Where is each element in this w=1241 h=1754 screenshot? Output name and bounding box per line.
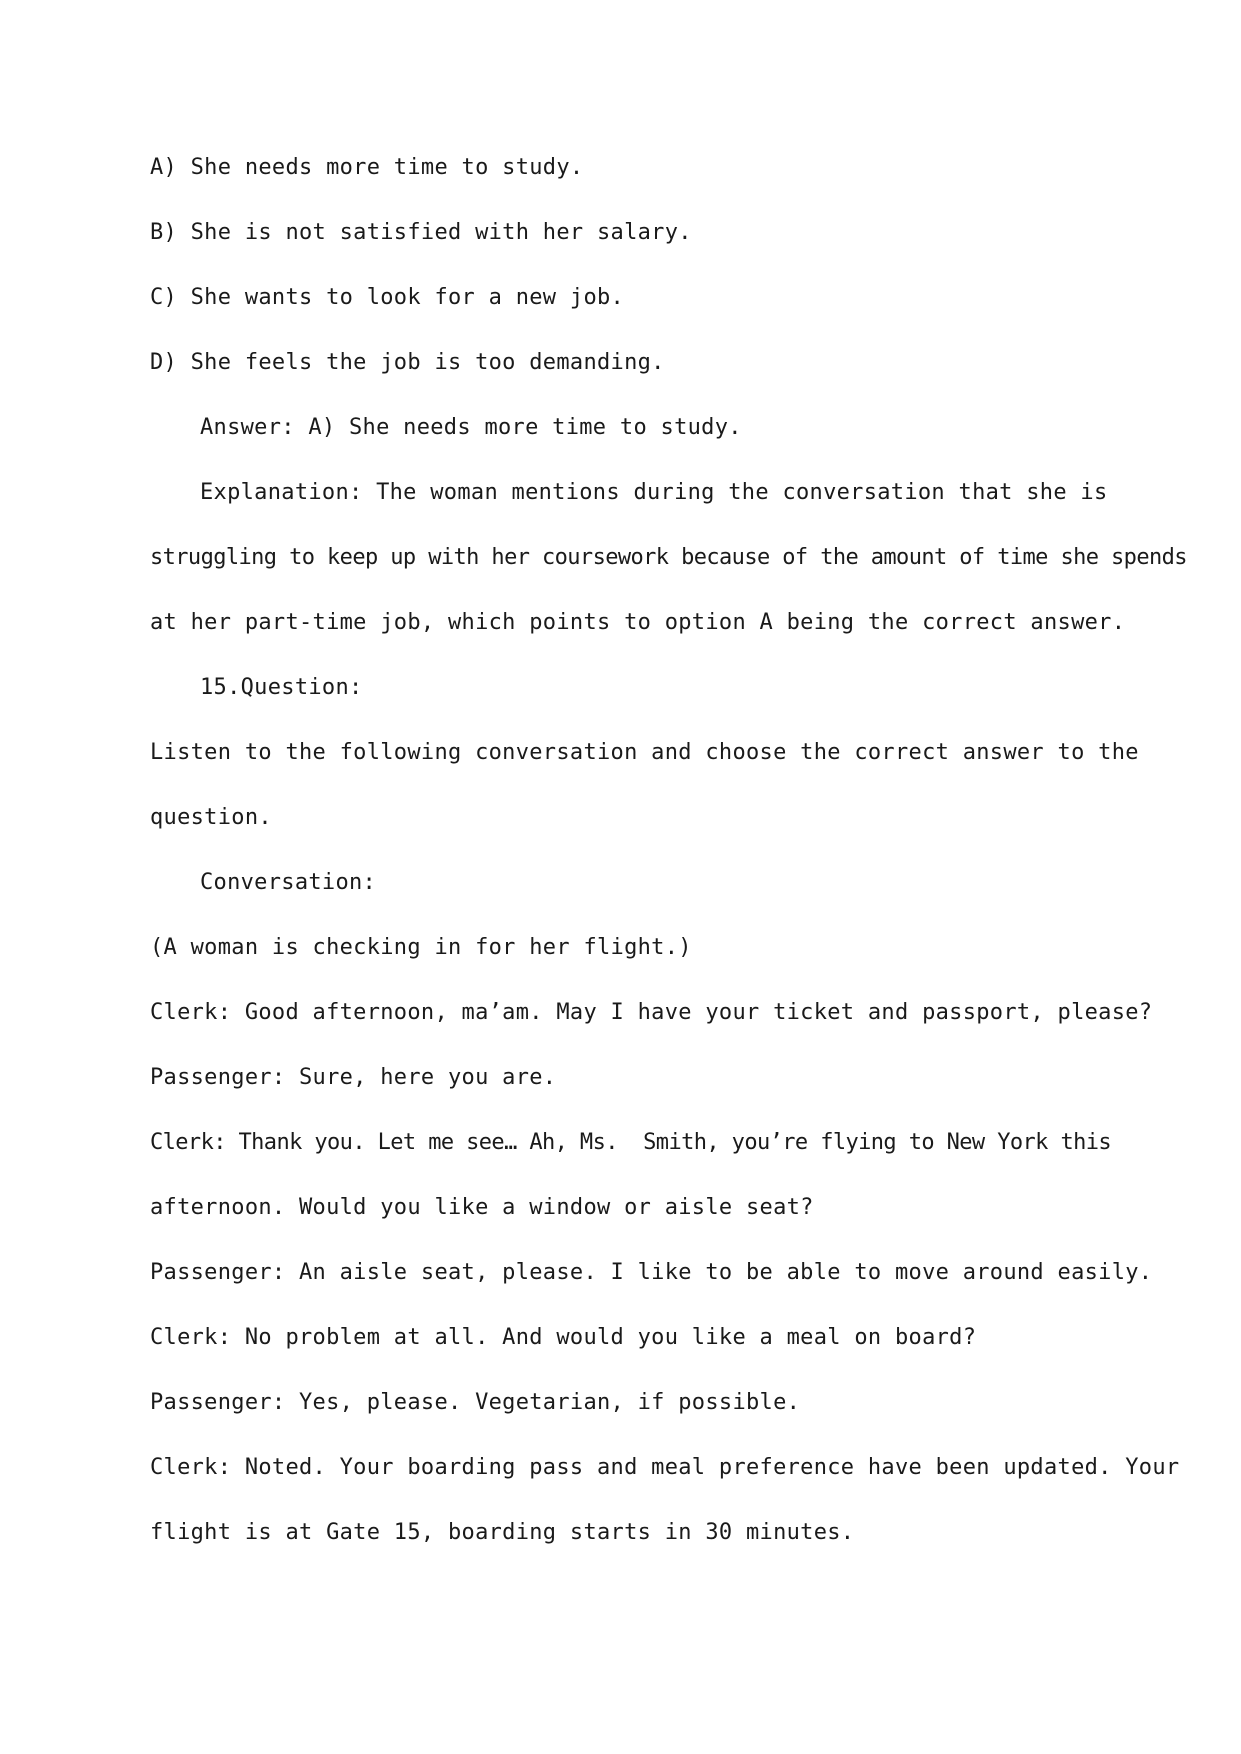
explanation-line-1: Explanation: The woman mentions during the conversation that she is	[200, 480, 1108, 505]
conversation-line: Clerk: Noted. Your boarding pass and meal preference have been updated. Your	[150, 1455, 1180, 1480]
document-page	[150, 135, 1187, 1565]
conversation-line: Passenger: Sure, here you are.	[150, 1065, 557, 1090]
question-instruction-line-1: Listen to the following conversation and choose the correct answer to the	[150, 740, 1139, 765]
conversation-line: Clerk: No problem at all. And would you like a meal on board?	[150, 1325, 977, 1350]
option-a: A) She needs more time to study.	[150, 155, 584, 180]
conversation-line: afternoon. Would you like a window or aisle seat?	[150, 1195, 814, 1220]
option-b: B) She is not satisfied with her salary.	[150, 220, 692, 245]
option-c: C) She wants to look for a new job.	[150, 285, 625, 310]
option-d: D) She feels the job is too demanding.	[150, 350, 665, 375]
conversation-line: Passenger: Yes, please. Vegetarian, if possible.	[150, 1390, 801, 1415]
conversation-line: Clerk: Good afternoon, ma’am. May I have your ticket and passport, please?	[150, 1000, 1153, 1025]
conversation-heading: Conversation:	[200, 870, 377, 895]
question-heading: 15.Question:	[200, 675, 363, 700]
explanation-line-3: at her part-time job, which points to option A being the correct answer.	[150, 610, 1126, 635]
conversation-line: Passenger: An aisle seat, please. I like to be able to move around easily.	[150, 1260, 1153, 1285]
question-instruction-line-2: question.	[150, 805, 272, 830]
explanation-line-2: struggling to keep up with her coursework because of the amount of time she spends	[150, 545, 1187, 570]
answer-line: Answer: A) She needs more time to study.	[200, 415, 742, 440]
conversation-line: Clerk: Thank you. Let me see… Ah, Ms. Smith, you’re flying to New York this	[150, 1130, 1112, 1155]
conversation-line: (A woman is checking in for her flight.)	[150, 935, 692, 960]
conversation-line: flight is at Gate 15, boarding starts in 30 minutes.	[150, 1520, 855, 1545]
